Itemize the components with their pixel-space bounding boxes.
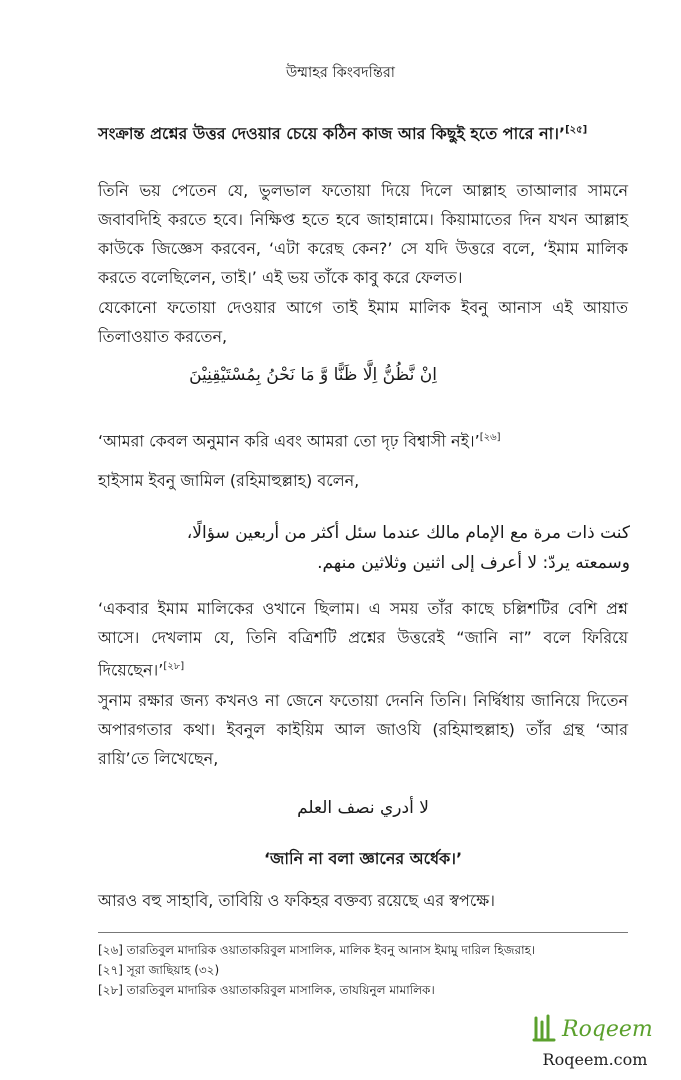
arabic-proverb: لا أدري نصف العلم [297, 798, 429, 818]
running-head: উম্মাহর কিংবদন্তিরা [285, 65, 395, 81]
paragraph-haitham: হাইসাম ইবনু জামিল (রহিমাহুল্লাহ) বলেন, [98, 471, 360, 490]
bold-quote-text: সংক্রান্ত প্রশ্নের উত্তর দেওয়ার চেয়ে কঠিন কাজ আর কিছুই হতে পারে না।’ [98, 124, 566, 143]
watermark [520, 1010, 670, 1074]
footnote-item: [২৬] তারতিবুল মাদারিক ওয়াতাকরিবুল মাসালিক, মালিক ইবনু আনাস ইমামু দারিল হিজরাহ। [98, 943, 536, 957]
quran-verse: اِنْ نَّظُنُّ اِلَّا ظَنًّا وَّ مَا نَحْنُ بِمُسْتَيْقِنِيْنَ [189, 365, 437, 385]
footnote-item: [২৮] তারতিবুল মাদারিক ওয়াতাকরিবুল মাসালিক, তাযয়িনুল মামালিক। [98, 983, 435, 997]
footnotes [98, 940, 658, 1000]
logo-text: Roqeem [562, 1017, 653, 1042]
paragraph-closing: আরও বহু সাহাবি, তাবিয়ি ও ফকিহর বক্তব্য রয়েছে এর স্বপক্ষে। [98, 891, 495, 910]
quote-translation-text: ‘একবার ইমাম মালিকের ওখানে ছিলাম। এ সময় তাঁর কাছে চল্লিশটির বেশি প্রশ্ন আসে। দেখলাম যে, তিনি বত্রিশটি প্রশ্নের উত্তরেই “জানি না” বলে ফিরিয়ে দিয়েছেন।’ [98, 599, 628, 680]
proverb-translation: ‘জানি না বলা জ্ঞানের অর্ধেক।’ [263, 849, 463, 868]
verse-translation [98, 423, 628, 455]
arabic-quote: كنت ذات مرة مع الإمام مالك عندما سئل أكثر من أربعين سؤالًا، وسمعته يردّ: لا أعرف إلى اثنين وثلاثين منهم. [186, 523, 630, 573]
bold-quote-line [98, 121, 658, 148]
paragraph-ibn-qayyim: সুনাম রক্ষার জন্য কখনও না জেনে ফতোয়া দেননি তিনি। নির্দ্বিধায় জানিয়ে দিতেন অপারগতার কথা। ইবনুল কাইয়িম আল জাওযি (রহিমাহুল্লাহ) তাঁর গ্রন্থ ‘আর রায়ি’তে লিখেছেন, [98, 691, 628, 768]
roqeem-logo-icon [530, 1010, 660, 1046]
watermark-site: Roqeem.com [542, 1050, 648, 1069]
verse-translation-text: ‘আমরা কেবল অনুমান করি এবং আমরা তো দৃঢ় বিশ্বাসী নই।’ [98, 431, 480, 451]
footnote-ref: [২৬] [479, 432, 501, 443]
footnote-item: [২৭] সূরা জাছিয়াহ (৩২) [98, 963, 220, 977]
paragraph-recitation: যেকোনো ফতোয়া দেওয়ার আগে তাই ইমাম মালিক ইবনু আনাস এই আয়াত তিলাওয়াত করতেন, [98, 298, 628, 346]
quote-translation [98, 594, 628, 684]
paragraph-fear-of-accountability: তিনি ভয় পেতেন যে, ভুলভাল ফতোয়া দিয়ে দিলে আল্লাহ তাআলার সামনে জবাবদিহি করতে হবে। নিক্ষিপ্ত হতে হবে জাহান্নামে। কিয়ামাতের দিন যখন আল্লাহ কাউকে জিজ্ঞেস করবেন, ‘এটা করেছ কেন?’ সে যদি উত্তরে বলে, ‘ইমাম মালিক করতে বলেছিলেন, তাই।’ এই ভয় তাঁকে কাবু করে ফেলত। [98, 181, 628, 287]
footnote-divider [98, 932, 628, 933]
footnote-ref: [২৮] [163, 661, 185, 672]
footnote-ref: [২৫] [565, 124, 588, 136]
